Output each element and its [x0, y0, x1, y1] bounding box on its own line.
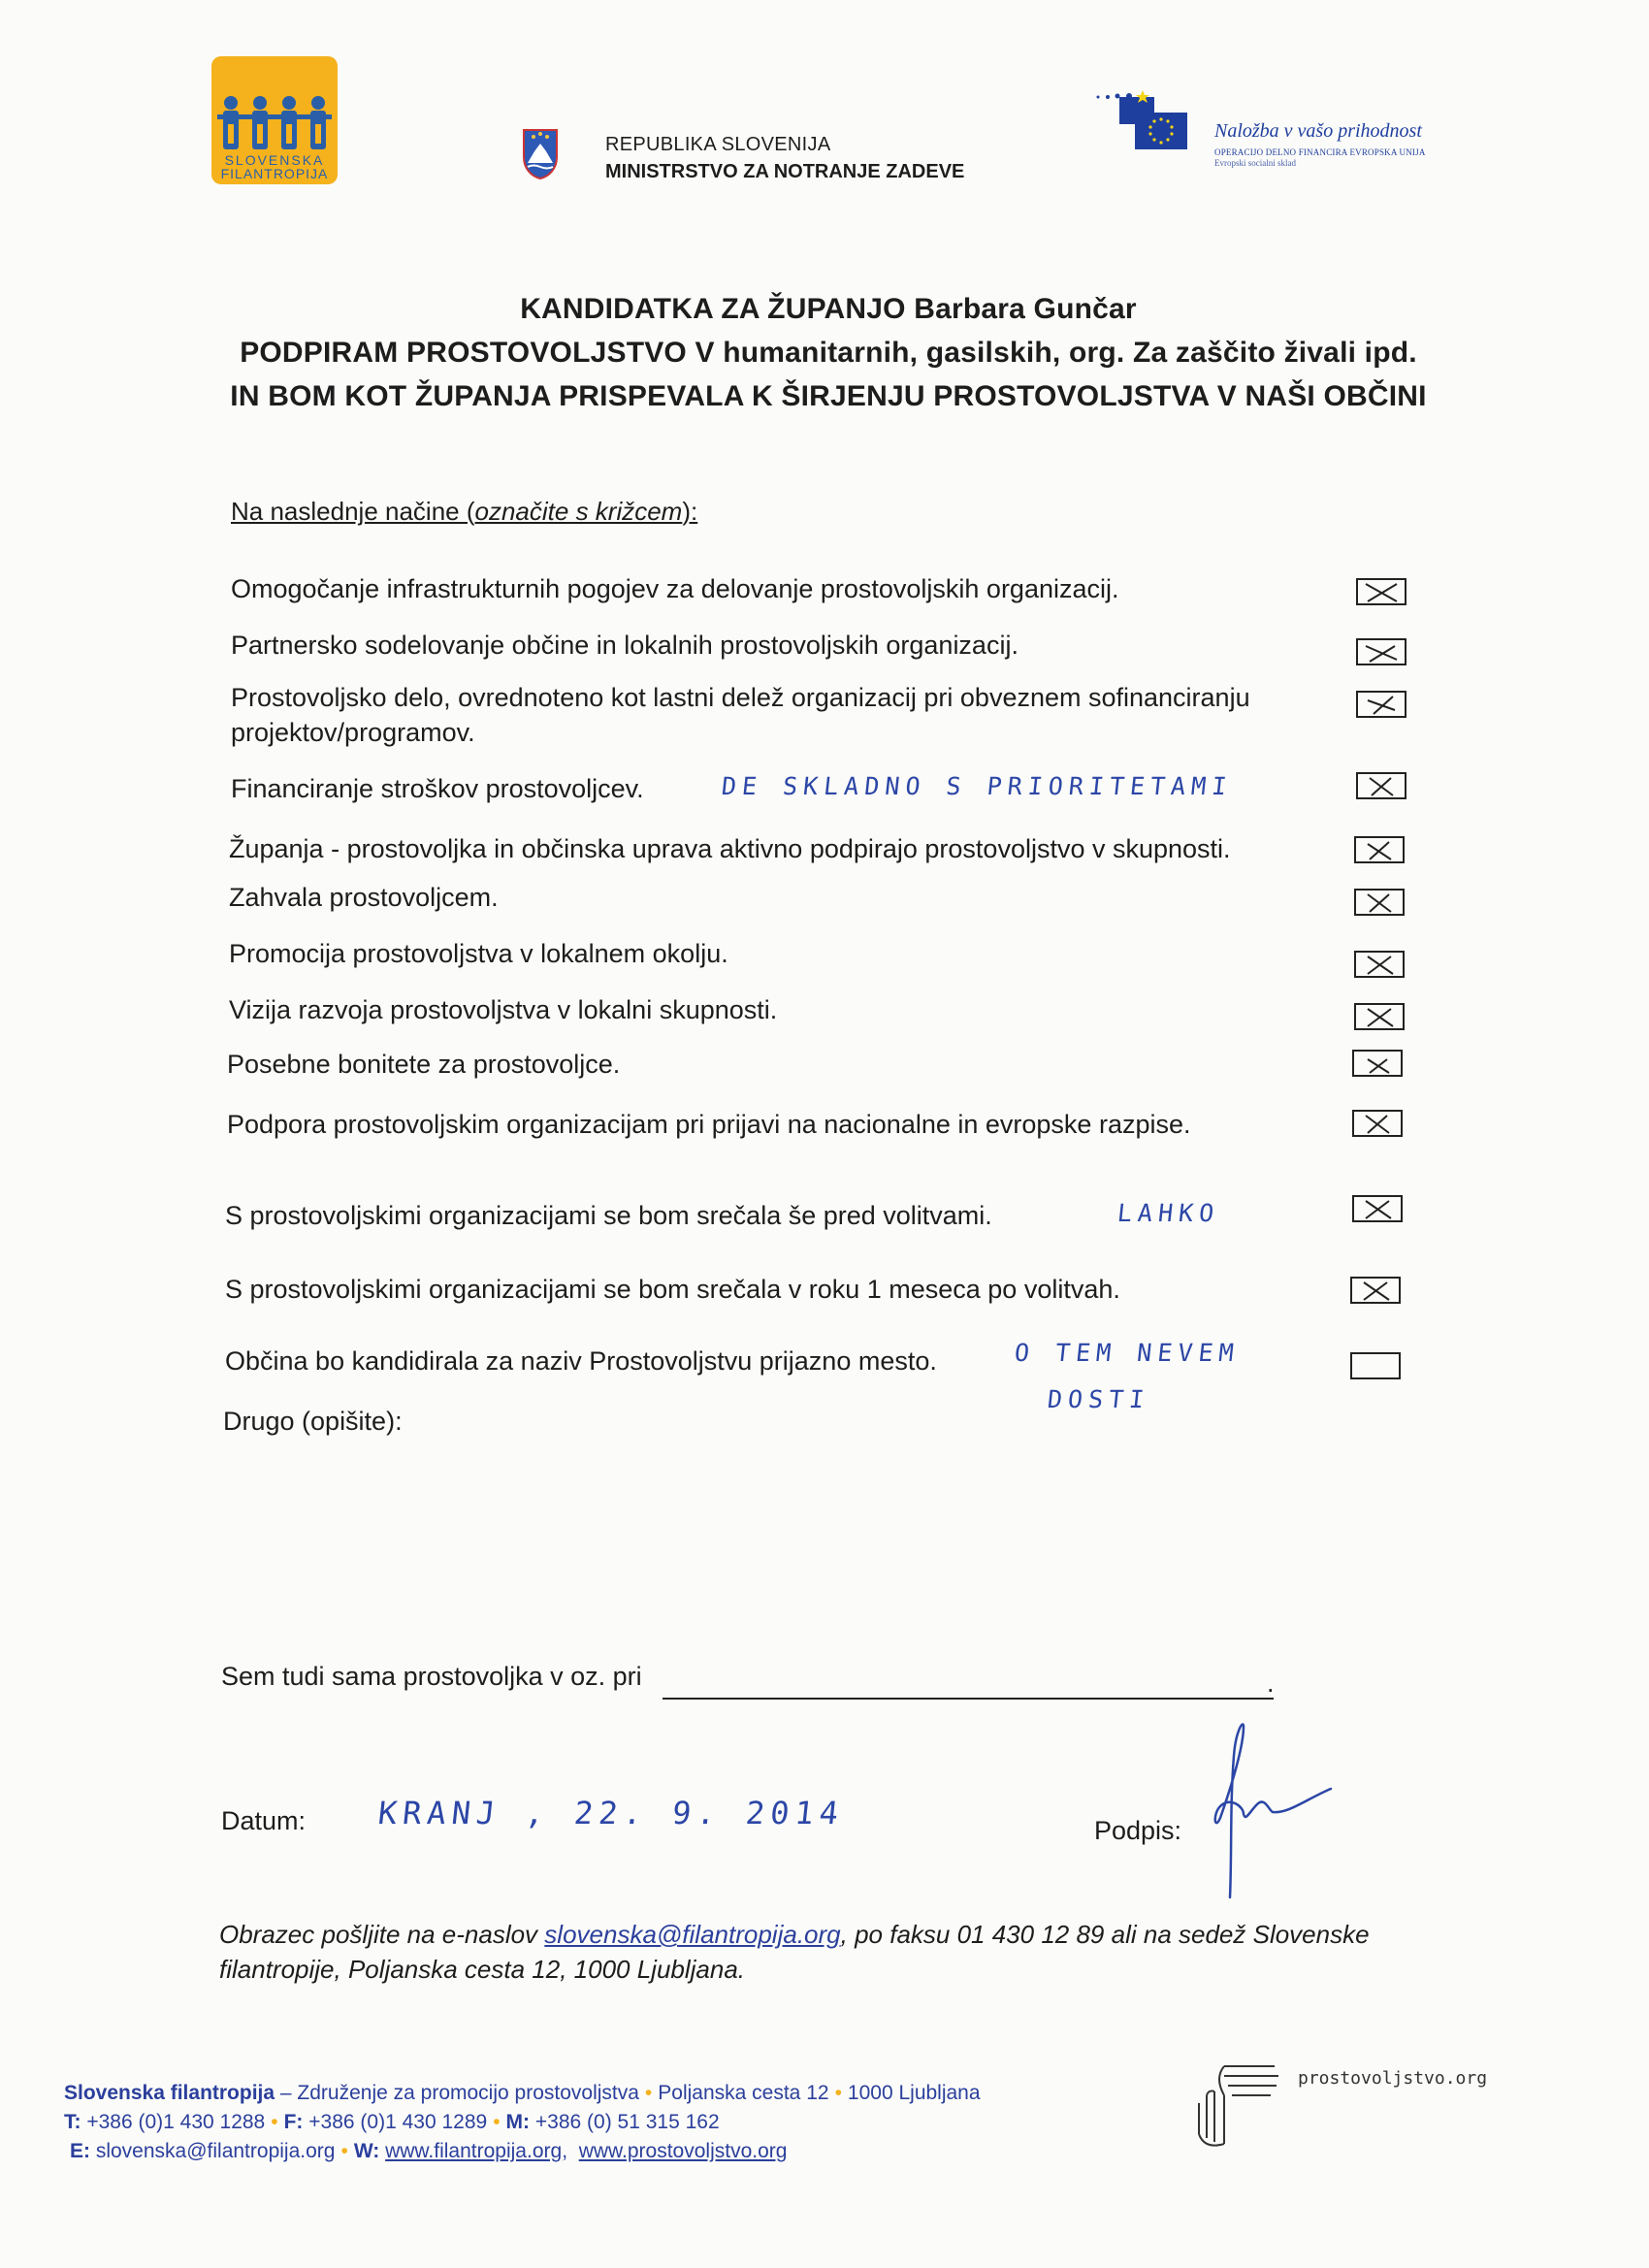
eu-flag-icon: [1135, 113, 1187, 149]
star-trail-icon: [1094, 89, 1152, 103]
prostovoljstvo-hands-icon: [1185, 2049, 1292, 2154]
option-1-label: Omogočanje infrastrukturnih pogojev za delovanje prostovoljskih organizacij.: [231, 574, 1119, 603]
volunteer-line-end: .: [1267, 1669, 1275, 1698]
title-line2: PODPIRAM PROSTOVOLJSTVO V humanitarnih, gasilskih, org. Za zaščito živali ipd.: [240, 337, 1417, 369]
submission-instructions: Obrazec pošljite na e-naslov slovenska@filantropija.org, po faksu 01 430 12 89 ali na sedež Slovenske filantropije, Poljanska cesta 12, 1000 Ljubljana.: [219, 1920, 1370, 1984]
volunteer-input-line[interactable]: [663, 1698, 1274, 1700]
option-4-checkbox[interactable]: [1356, 772, 1406, 799]
title-line1: KANDIDATKA ZA ŽUPANJO Barbara Gunčar: [520, 293, 1137, 325]
prostovoljstvo-brand: prostovoljstvo.org: [1298, 2068, 1488, 2089]
form-intro: Na naslednje načine (označite s križcem):: [231, 497, 698, 526]
option-9-label: Posebne bonitete za prostovoljce.: [227, 1050, 621, 1079]
org-footer-line2: T: +386 (0)1 430 1288 • F: +386 (0)1 430 1289 • M: +386 (0) 51 315 162: [64, 2111, 720, 2133]
option-5-label: Županja - prostovoljka in občinska uprava aktivno podpirajo prostovoljstvo v skupnosti.: [229, 834, 1231, 863]
web-link-filantropija[interactable]: www.filantropija.org: [385, 2140, 563, 2162]
option-6-checkbox[interactable]: [1354, 889, 1405, 916]
option-8-label: Vizija razvoja prostovoljstva v lokalni skupnosti.: [229, 995, 778, 1024]
org-footer-line3: E: slovenska@filantropija.org • W: www.filantropija.org, www.prostovoljstvo.org: [70, 2140, 788, 2162]
sf-logo-text-line2: FILANTROPIJA: [220, 166, 329, 181]
option-3-label-cont: projektov/programov.: [231, 718, 475, 747]
republic-label: REPUBLIKA SLOVENIJA: [605, 134, 831, 155]
option-8-checkbox[interactable]: [1354, 1003, 1405, 1030]
intro-hint: označite s križcem: [474, 497, 683, 526]
slovenska-filantropija-logo: [211, 56, 338, 184]
option-5-checkbox[interactable]: [1354, 836, 1405, 863]
option-10-label: Podpora prostovoljskim organizacijam pri prijavi na nacionalne in evropske razpise.: [227, 1110, 1191, 1139]
option-11-label: S prostovoljskimi organizacijami se bom srečala še pred volitvami.: [225, 1201, 992, 1230]
option-2-label: Partnersko sodelovanje občine in lokalnih prostovoljskih organizacij.: [231, 631, 1018, 660]
other-label: Drugo (opišite):: [223, 1407, 403, 1436]
eu-slogan: Naložba v vašo prihodnost: [1214, 120, 1422, 142]
handwritten-signature: [1211, 1717, 1337, 1901]
option-7-label: Promocija prostovoljstva v lokalnem okolju.: [229, 939, 728, 968]
option-13-checkbox[interactable]: [1350, 1352, 1401, 1379]
option-4-handwritten-note: DE SKLADNO S PRIORITETAMI: [720, 772, 1234, 800]
eu-funding-logo: [1086, 89, 1474, 178]
option-6-label: Zahvala prostovoljcem.: [229, 883, 499, 912]
org-name: Slovenska filantropija: [64, 2082, 275, 2104]
option-7-checkbox[interactable]: [1354, 951, 1405, 978]
option-3-label: Prostovoljsko delo, ovrednoteno kot lastni delež organizacij pri obveznem sofinanciranju: [231, 683, 1250, 712]
web-link-prostovoljstvo[interactable]: www.prostovoljstvo.org: [578, 2140, 788, 2162]
option-11-handwritten-note: LAHKO: [1116, 1199, 1221, 1227]
eu-operation-text: OPERACIJO DELNO FINANCIRA EVROPSKA UNIJA: [1214, 147, 1426, 157]
org-footer-line1: Slovenska filantropija – Združenje za promocijo prostovoljstva • Poljanska cesta 12 • 1000 Ljubljana: [64, 2082, 981, 2104]
signature-label: Podpis:: [1094, 1816, 1182, 1845]
date-handwritten-value: KRANJ , 22. 9. 2014: [376, 1795, 847, 1831]
option-12-label: S prostovoljskimi organizacijami se bom srečala v roku 1 meseca po volitvah.: [225, 1275, 1120, 1304]
option-13-label: Občina bo kandidirala za naziv Prostovoljstvu prijazno mesto.: [225, 1346, 937, 1376]
option-2-checkbox[interactable]: [1356, 638, 1406, 665]
date-label: Datum:: [221, 1806, 307, 1835]
option-12-checkbox[interactable]: [1350, 1277, 1401, 1304]
eu-fund-text: Evropski socialni sklad: [1214, 158, 1296, 168]
slovenia-coat-of-arms-icon: [522, 128, 559, 180]
title-line3: IN BOM KOT ŽUPANJA PRISPEVALA K ŠIRJENJU PROSTOVOLJSTVA V NAŠI OBČINI: [230, 380, 1427, 412]
option-10-checkbox[interactable]: [1352, 1110, 1403, 1137]
volunteer-label: Sem tudi sama prostovoljka v oz. pri: [221, 1662, 642, 1691]
option-13-handwritten-note: O TEM NEVEM: [1013, 1339, 1242, 1367]
option-4-label: Financiranje stroškov prostovoljcev.: [231, 774, 644, 803]
sf-logo-text-line1: SLOVENSKA: [224, 152, 325, 168]
people-figures-icon: [217, 95, 332, 153]
option-11-checkbox[interactable]: [1352, 1195, 1403, 1222]
option-3-checkbox[interactable]: [1356, 691, 1406, 718]
option-1-checkbox[interactable]: [1356, 578, 1406, 605]
option-9-checkbox[interactable]: [1352, 1050, 1403, 1077]
submission-email-link[interactable]: slovenska@filantropija.org: [544, 1920, 841, 1949]
option-13-handwritten-note-cont: DOSTI: [1046, 1385, 1151, 1413]
ministry-label: MINISTRSTVO ZA NOTRANJE ZADEVE: [605, 161, 965, 182]
